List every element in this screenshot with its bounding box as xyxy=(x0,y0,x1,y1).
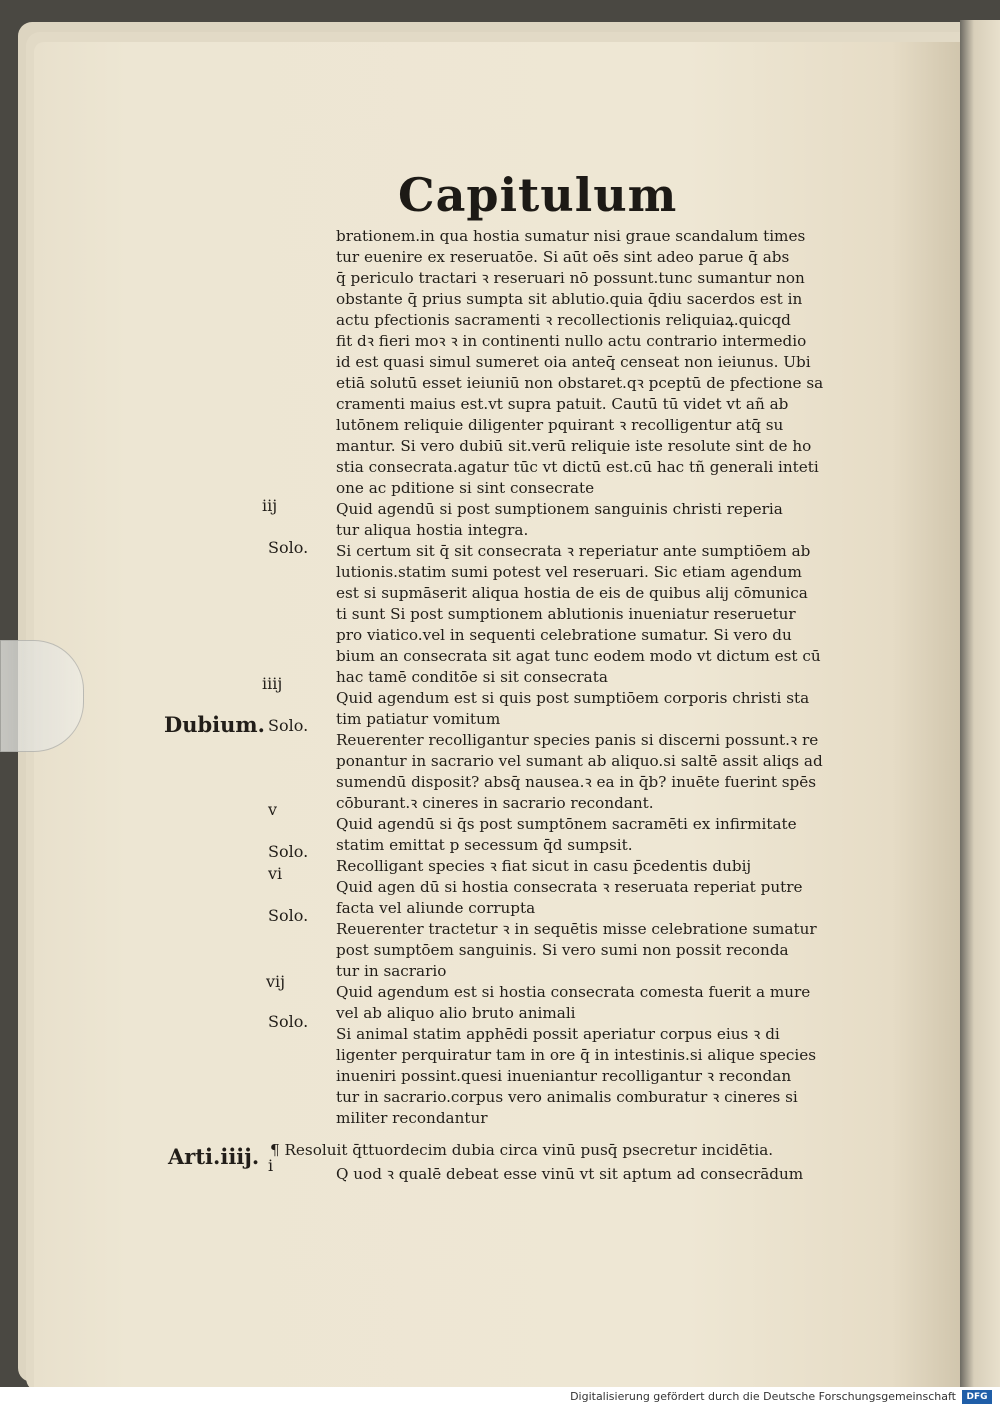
body-line: tim patiatur vomitum xyxy=(336,710,501,728)
body-line: Reuerenter recolligantur species panis si discerni possunt.ꝛ re xyxy=(336,731,819,749)
body-line: inueniri possint.quesi inueniantur recolligantur ꝛ recondan xyxy=(336,1067,792,1085)
body-line: pro viatico.vel in sequenti celebratione sumatur. Si vero du xyxy=(336,626,792,644)
body-line: vel ab aliquo alio bruto animali xyxy=(336,1004,576,1022)
body-line: etiā solutū esset ieiuniū non obstaret.qꝛ pceptū de pfectione sa xyxy=(336,374,824,392)
margin-solutio: Solo. xyxy=(268,842,309,861)
body-line: id est quasi simul sumeret oia anteq̄ censeat non ieiunus. Ubi xyxy=(336,353,811,371)
margin-numeral: iij xyxy=(262,496,278,515)
body-line: Si certum sit q̄ sit consecrata ꝛ reperiatur ante sumptiōem ab xyxy=(336,542,811,560)
body-line: Reuerenter tractetur ꝛ in sequētis misse celebratione sumatur xyxy=(336,920,817,938)
page-clip xyxy=(0,640,84,752)
body-line: cōburant.ꝛ cineres in sacrario recondant. xyxy=(336,794,654,812)
body-line: cramenti maius est.vt supra patuit. Cautū tū videt vt añ ab xyxy=(336,395,789,413)
body-line: q̄ periculo tractari ꝛ reseruari nō possunt.tunc sumantur non xyxy=(336,269,805,287)
body-line: Quid agendum est si hostia consecrata comesta fuerit a mure xyxy=(336,983,811,1001)
body-line: brationem.in qua hostia sumatur nisi graue scandalum times xyxy=(336,227,806,245)
body-line: hac tamē conditōe si sit consecrata xyxy=(336,668,608,686)
body-line: tur aliqua hostia integra. xyxy=(336,521,529,539)
body-line: ponantur in sacrario vel sumant ab aliquo.si saltē assit aliqs ad xyxy=(336,752,823,770)
margin-articulus: Arti.iiij. xyxy=(168,1144,260,1169)
article-summary-line: ¶ Resoluit q̄ttuordecim dubia circa vinū pusq̄ psecretur incidētia. xyxy=(270,1141,774,1159)
chapter-heading: Capitulum xyxy=(398,168,678,222)
margin-numeral: i xyxy=(268,1156,274,1175)
body-line: tur in sacrario.corpus vero animalis comburatur ꝛ cineres si xyxy=(336,1088,798,1106)
footer-bar xyxy=(0,1387,1000,1407)
body-line: tur euenire ex reseruatōe. Si aūt oēs sint adeo parue q̄ abs xyxy=(336,248,790,266)
body-line: est si supmāserit aliqua hostia de eis de quibus alij cōmunica xyxy=(336,584,808,602)
margin-numeral: iiij xyxy=(262,674,283,693)
body-line: tur in sacrario xyxy=(336,962,447,980)
margin-numeral: v xyxy=(268,800,278,819)
body-line: Quid agendū si post sumptionem sanguinis christi reperia xyxy=(336,500,783,518)
body-line: statim emittat p secessum q̄d sumpsit. xyxy=(336,836,633,854)
body-line: Si animal statim apphēdi possit aperiatur corpus eius ꝛ di xyxy=(336,1025,780,1043)
body-line: one ac pditione si sint consecrate xyxy=(336,479,595,497)
body-line: militer recondantur xyxy=(336,1109,488,1127)
body-line: ti sunt Si post sumptionem ablutionis inueniatur reseruetur xyxy=(336,605,796,623)
body-line: obstante q̄ prius sumpta sit ablutio.quia q̄diu sacerdos est in xyxy=(336,290,803,308)
body-line: Quid agendū si q̄s post sumptōnem sacramēti ex infirmitate xyxy=(336,815,797,833)
margin-solutio: Solo. xyxy=(268,906,309,925)
margin-numeral: vij xyxy=(266,972,286,991)
body-line: lutōnem reliquie diligenter pquirant ꝛ recolligentur atq̄ su xyxy=(336,416,784,434)
body-line: Recolligant species ꝛ fiat sicut in casu p̄cedentis dubij xyxy=(336,857,752,875)
body-line: Quid agen dū si hostia consecrata ꝛ reseruata reperiat putre xyxy=(336,878,803,896)
body-line: fit dꝛ fieri moꝛ ꝛ in continenti nullo actu contrario intermedio xyxy=(336,332,807,350)
body-line: actu pfectionis sacramenti ꝛ recollectionis reliquiaꝝ.quicqd xyxy=(336,311,791,329)
funding-notice: Digitalisierung gefördert durch die Deutsche Forschungsgemeinschaft xyxy=(570,1390,956,1403)
margin-solutio: Solo. xyxy=(268,1012,309,1031)
body-line: Quid agendum est si quis post sumptiōem corporis christi sta xyxy=(336,689,810,707)
body-line: stia consecrata.agatur tūc vt dictū est.cū hac tñ generali inteti xyxy=(336,458,819,476)
book-gutter xyxy=(960,20,1000,1387)
body-line: Q uod ꝛ qualē debeat esse vinū vt sit aptum ad consecrādum xyxy=(336,1165,804,1183)
body-line: sumendū disposit? absq̄ nausea.ꝛ ea in q̄b? inuēte fuerint spēs xyxy=(336,773,817,791)
body-line: ligenter perquiratur tam in ore q̄ in intestinis.si alique species xyxy=(336,1046,817,1064)
body-line: bium an consecrata sit agat tunc eodem modo vt dictum est cū xyxy=(336,647,821,665)
body-line: post sumptōem sanguinis. Si vero sumi non possit reconda xyxy=(336,941,789,959)
body-line: facta vel aliunde corrupta xyxy=(336,899,536,917)
dfg-logo: DFG xyxy=(962,1390,992,1404)
margin-numeral: vi xyxy=(268,864,283,883)
margin-dubium: Dubium. xyxy=(164,712,265,737)
margin-solutio: Solo. xyxy=(268,538,309,557)
margin-solutio: Solo. xyxy=(268,716,309,735)
body-line: lutionis.statim sumi potest vel reseruari. Sic etiam agendum xyxy=(336,563,802,581)
body-line: mantur. Si vero dubiū sit.verū reliquie iste resolute sint de ho xyxy=(336,437,812,455)
